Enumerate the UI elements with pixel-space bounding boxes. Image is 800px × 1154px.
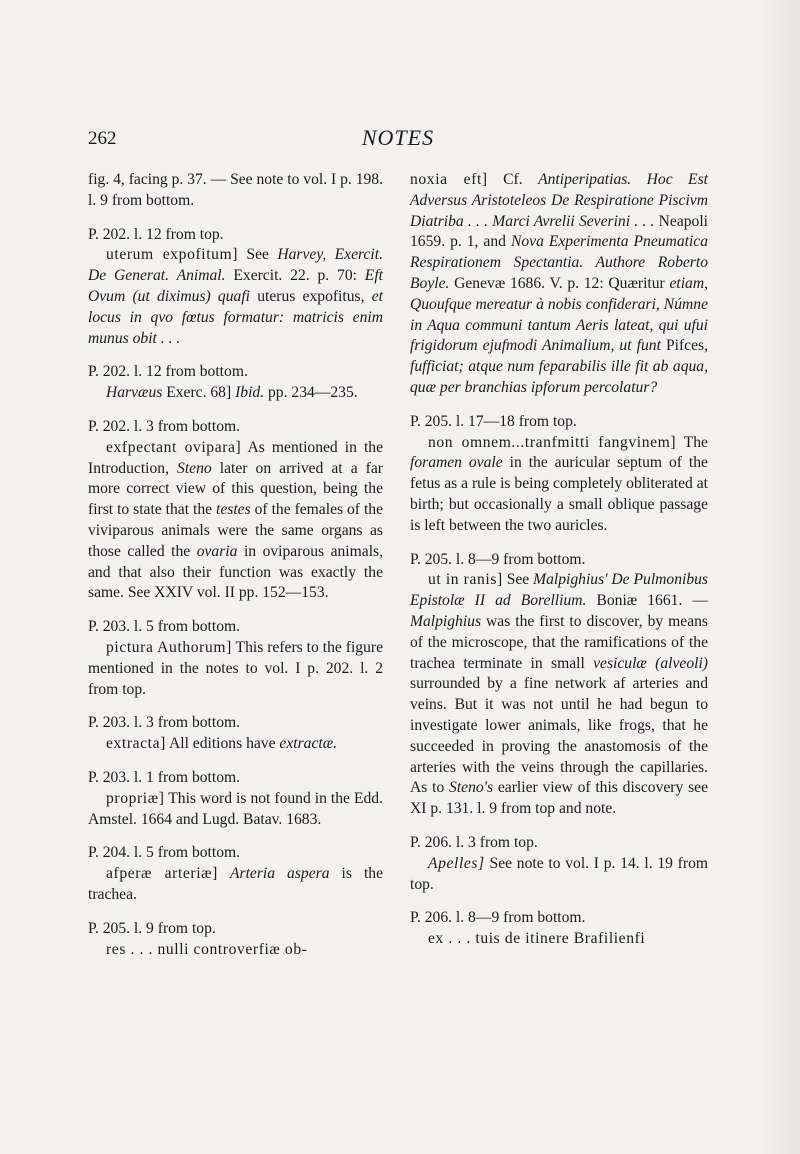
note-reference: P. 205. l. 9 from top. — [88, 919, 216, 937]
note-entry — [88, 417, 383, 604]
note-continuation — [88, 170, 383, 212]
note-text-run: earlier view of this discovery see XI p. 131. l. 9 from top and note. — [410, 779, 708, 818]
note-italic-run: etiam, Quoufque mereatur à nobis confiderari, Númne in Aqua communi tantum Aeris lateat, qui ufui frigidorum ejufmodi Animalium, ut funt — [410, 274, 708, 355]
note-text-run: This refers to the figure mentioned in the notes to vol. I p. 202. l. 2 from top. — [88, 638, 383, 698]
note-lemma: uterum expofitum] — [106, 246, 239, 264]
note-lemma: pictura Authorum] — [106, 638, 232, 656]
note-text — [88, 245, 383, 349]
note-text — [410, 433, 708, 537]
note-reference: P. 205. l. 8—9 from bottom. — [410, 550, 586, 568]
left-column — [88, 170, 383, 973]
note-text — [410, 854, 708, 896]
page-number: 262 — [88, 128, 117, 149]
note-italic-run: ovaria — [196, 542, 238, 560]
note-text-run: All editions have — [165, 735, 280, 753]
note-text — [410, 170, 708, 399]
note-text-run: See note to vol. I p. 14. l. 19 from top. — [410, 854, 708, 893]
note-text-run: See — [502, 571, 534, 589]
note-text-run: later on arrived at a far more correct view of this question, being the first to state that the — [88, 459, 383, 519]
note-entry — [88, 768, 383, 830]
note-text-run: Cf. — [487, 171, 539, 188]
note-lemma: propriæ] — [106, 789, 165, 807]
note-entry — [410, 550, 708, 820]
note-text — [410, 570, 708, 820]
note-lemma: ex . . . tuis de itinere Brafilienfi — [428, 930, 646, 948]
note-lemma: non omnem...tranfmitti fangvinem] — [428, 433, 677, 451]
note-italic-run: Steno's — [449, 779, 494, 797]
note-lemma: res . . . nulli controverfiæ ob- — [106, 940, 308, 958]
note-entry — [88, 713, 383, 755]
note-reference: P. 202. l. 12 from top. — [88, 225, 224, 243]
note-italic-run: Harvæus — [106, 384, 163, 402]
note-continuation — [410, 170, 708, 399]
note-italic-run: Eft Ovum (ut diximus) quafi — [88, 267, 383, 305]
note-italic-run: Nova Experimenta Pneumatica Respirationem Spectantia. Authore Roberto Boyle. — [410, 233, 708, 292]
note-text-run: in the auricular septum of the fetus as a rule is being completely obliterated at birth; but occasionally a small oblique passage is left between the two auricles. — [410, 454, 708, 534]
note-text-run: Genevæ 1686. V. p. 12: Quæritur — [449, 274, 670, 292]
note-text-run: surrounded by a fine network af arteries and veins. But it was not until he had begun to investigate lower animals, like frogs, that he succeeded in proving the anastomosis of the arteries with the veins through the capillaries. As to — [410, 675, 708, 797]
note-text — [88, 940, 383, 961]
note-entry — [88, 919, 383, 961]
note-text-run: pp. 234—235. — [264, 384, 358, 402]
note-entry — [88, 362, 383, 404]
note-text-run: Neapoli 1659. p. 1, and — [410, 212, 709, 251]
note-text — [88, 864, 383, 906]
note-text-run: This word is not found in the Edd. Amstel. 1664 and Lugd. Batav. 1683. — [88, 789, 383, 828]
note-reference: P. 202. l. 12 from bottom. — [88, 363, 248, 381]
note-reference: P. 204. l. 5 from bottom. — [88, 844, 241, 862]
note-reference: P. 203. l. 5 from bottom. — [88, 618, 241, 636]
note-lemma: noxia eft] — [410, 171, 488, 188]
note-text-run: Pifces, — [660, 337, 708, 355]
note-entry — [88, 843, 383, 905]
note-text — [410, 929, 708, 950]
note-italic-run: foramen ovale — [410, 454, 503, 472]
note-reference: P. 203. l. 3 from bottom. — [88, 714, 241, 732]
note-text-run: in oviparous animals, and that also their function was exactly the same. See XXIV vol. II pp. 152—153. — [88, 542, 383, 602]
note-entry — [410, 908, 708, 950]
note-text-run: See — [238, 246, 278, 264]
note-text-run: uterus expofitus, — [250, 287, 372, 305]
note-text-run: is the trachea. — [88, 865, 383, 903]
note-text-run: was the first to discover, by means of the microscope, that the ramifications of the trachea terminate in small — [410, 612, 708, 672]
note-text — [88, 734, 383, 755]
note-text-run: Exerc. 68] — [162, 384, 236, 402]
note-text-run: of the females of the viviparous animals were the same organs as those called the — [88, 501, 383, 560]
note-text-run: Boniæ 1661. — — [586, 592, 708, 610]
note-lemma: Apelles] — [428, 854, 485, 872]
note-reference: P. 202. l. 3 from bottom. — [88, 417, 241, 435]
note-reference: P. 205. l. 17—18 from top. — [410, 412, 577, 430]
note-text-run: As mentioned in the Introduction, — [88, 438, 383, 477]
note-reference: P. 203. l. 1 from bottom. — [88, 768, 241, 786]
note-text-run: Exercit. 22. p. 70: — [225, 267, 365, 285]
note-italic-run: Arteria aspera — [229, 865, 330, 883]
note-italic-run: extractæ. — [279, 735, 338, 753]
note-italic-run: vesiculæ (alveoli) — [593, 654, 708, 672]
note-text — [88, 383, 383, 404]
right-column — [410, 170, 708, 963]
note-italic-run: et locus in qvo fœtus formatur: matricis enim munus obit . . . — [88, 287, 383, 347]
note-entry — [88, 617, 383, 700]
note-lemma: ut in ranis] — [428, 571, 503, 589]
scan-shadow — [760, 0, 800, 1154]
note-italic-run: Steno — [177, 459, 212, 477]
note-text: fig. 4, facing p. 37. — See note to vol. I p. 198. l. 9 from bottom. — [88, 171, 383, 209]
note-lemma: extracta] — [106, 735, 166, 753]
note-italic-run: Harvey, Exercit. De Generat. Animal. — [88, 246, 384, 285]
note-italic-run: Ibid. — [235, 384, 265, 402]
note-text-run: The — [676, 433, 708, 451]
note-text — [88, 789, 383, 831]
note-italic-run: fufficiat; atque num feparabilis ille fit ab aqua, quæ per branchias ipforum percolatur? — [410, 358, 708, 396]
note-lemma: afperæ arteriæ] — [106, 865, 218, 883]
running-head: NOTES — [361, 125, 435, 150]
note-text — [88, 438, 383, 604]
note-reference: P. 206. l. 3 from top. — [410, 833, 538, 851]
note-text — [88, 638, 383, 700]
note-italic-run: testes — [216, 501, 251, 519]
note-entry — [410, 412, 708, 537]
note-italic-run: Antiperipatias. Hoc Est Adversus Aristoteleos De Respiratione Piscivm Diatriba . . . Marci Avrelii Severini . . . — [410, 171, 708, 230]
page-header — [88, 125, 708, 155]
note-lemma: exfpectant ovipara] — [106, 438, 242, 456]
note-entry — [410, 833, 708, 895]
note-reference: P. 206. l. 8—9 from bottom. — [410, 909, 586, 927]
note-entry — [88, 225, 383, 350]
note-italic-run: Malpighius' De Pulmonibus Epistolæ II ad Borellium. — [410, 571, 709, 610]
note-italic-run: Malpighius — [410, 612, 482, 630]
